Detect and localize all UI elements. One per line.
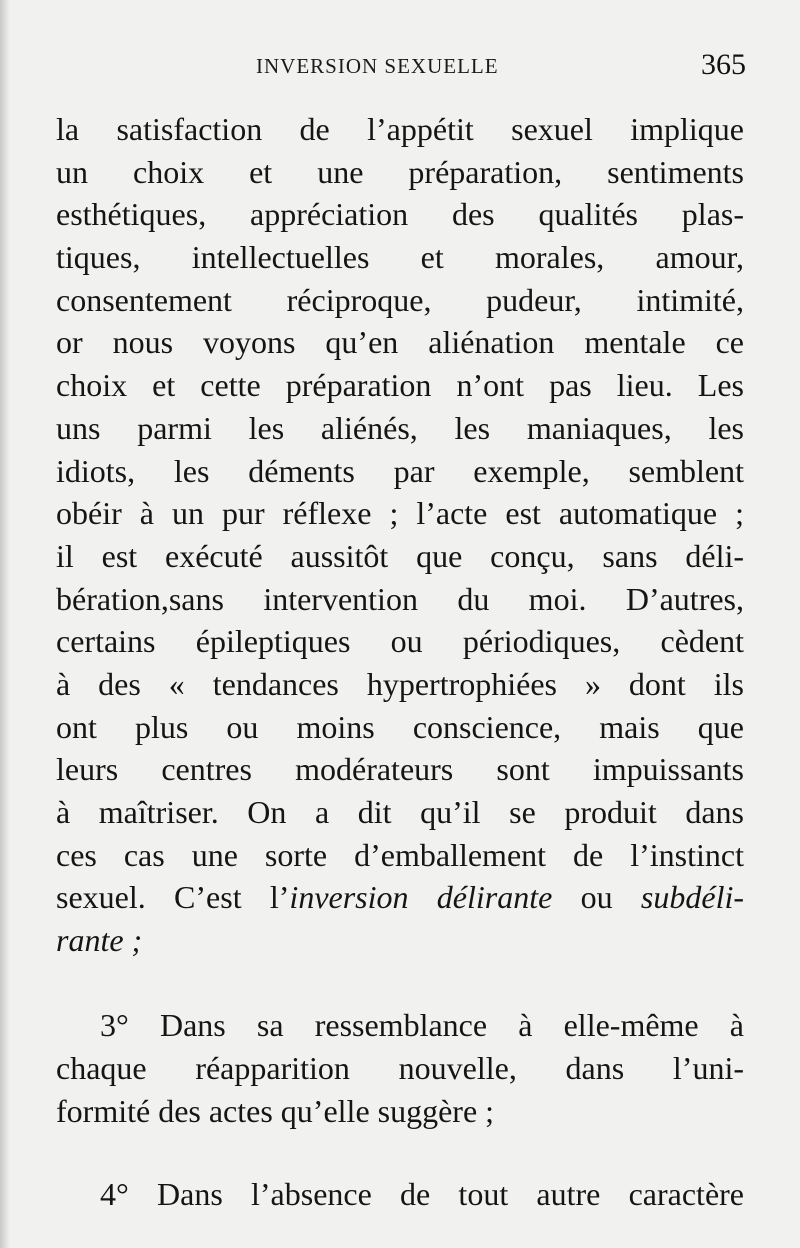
- text-line: obéir à un pur réflexe ; l’acte est automatique ;: [56, 495, 744, 532]
- text-line: ces cas une sorte d’emballement de l’instinct: [56, 836, 744, 873]
- paragraph-gap: [56, 1133, 744, 1173]
- text-line: la satisfaction de l’appétit sexuel implique: [56, 111, 744, 147]
- italic-term: rante ;: [56, 922, 143, 959]
- text-line: formité des actes qu’elle suggère ;: [56, 1092, 495, 1129]
- text-line: 4° Dans l’absence de tout autre caractère: [100, 1175, 744, 1212]
- text-line: à des « tendances hypertrophiées » dont ils: [56, 665, 744, 702]
- text-line: ont plus ou moins conscience, mais que: [56, 708, 744, 745]
- paragraph-gap: [56, 962, 744, 1005]
- italic-term: inversion délirante: [289, 879, 553, 916]
- text-line: choix et cette préparation n’ont pas lieu. Les: [56, 367, 744, 404]
- text-line: chaque réapparition nouvelle, dans l’uni-: [56, 1050, 744, 1087]
- text-line: tiques, intellectuelles et morales, amour,: [56, 239, 744, 276]
- text-line: [56, 876, 744, 919]
- text-run: ou: [552, 879, 641, 916]
- text-line: à maîtriser. On a dit qu’il se produit dans: [56, 794, 744, 830]
- text-line: bération,sans intervention du moi. D’autres,: [56, 580, 744, 617]
- text-line: or nous voyons qu’en aliénation mentale ce: [56, 324, 744, 361]
- text-line: esthétiques, appréciation des qualités plas-: [56, 196, 744, 233]
- text-line: certains épileptiques ou périodiques, cèdent: [56, 623, 744, 660]
- page-number: 365: [701, 48, 746, 81]
- text-line: consentement réciproque, pudeur, intimité,: [56, 281, 744, 318]
- text-line: uns parmi les aliénés, les maniaques, les: [56, 409, 744, 446]
- running-head: [56, 48, 746, 88]
- text-line: idiots, les déments par exemple, semblent: [56, 452, 744, 489]
- italic-term: subdéli-: [640, 879, 745, 916]
- text-run: sexuel. C’est l’: [56, 879, 290, 916]
- body-text: [56, 108, 744, 1215]
- text-line: 3° Dans sa ressemblance à elle-même à: [100, 1007, 744, 1044]
- text-line: un choix et une préparation, sentiments: [56, 153, 744, 190]
- text-line: il est exécuté aussitôt que conçu, sans déli-: [56, 537, 744, 574]
- running-title: INVERSION SEXUELLE: [256, 54, 499, 78]
- text-line: [56, 919, 744, 962]
- text-line: leurs centres modérateurs sont impuissants: [56, 751, 744, 788]
